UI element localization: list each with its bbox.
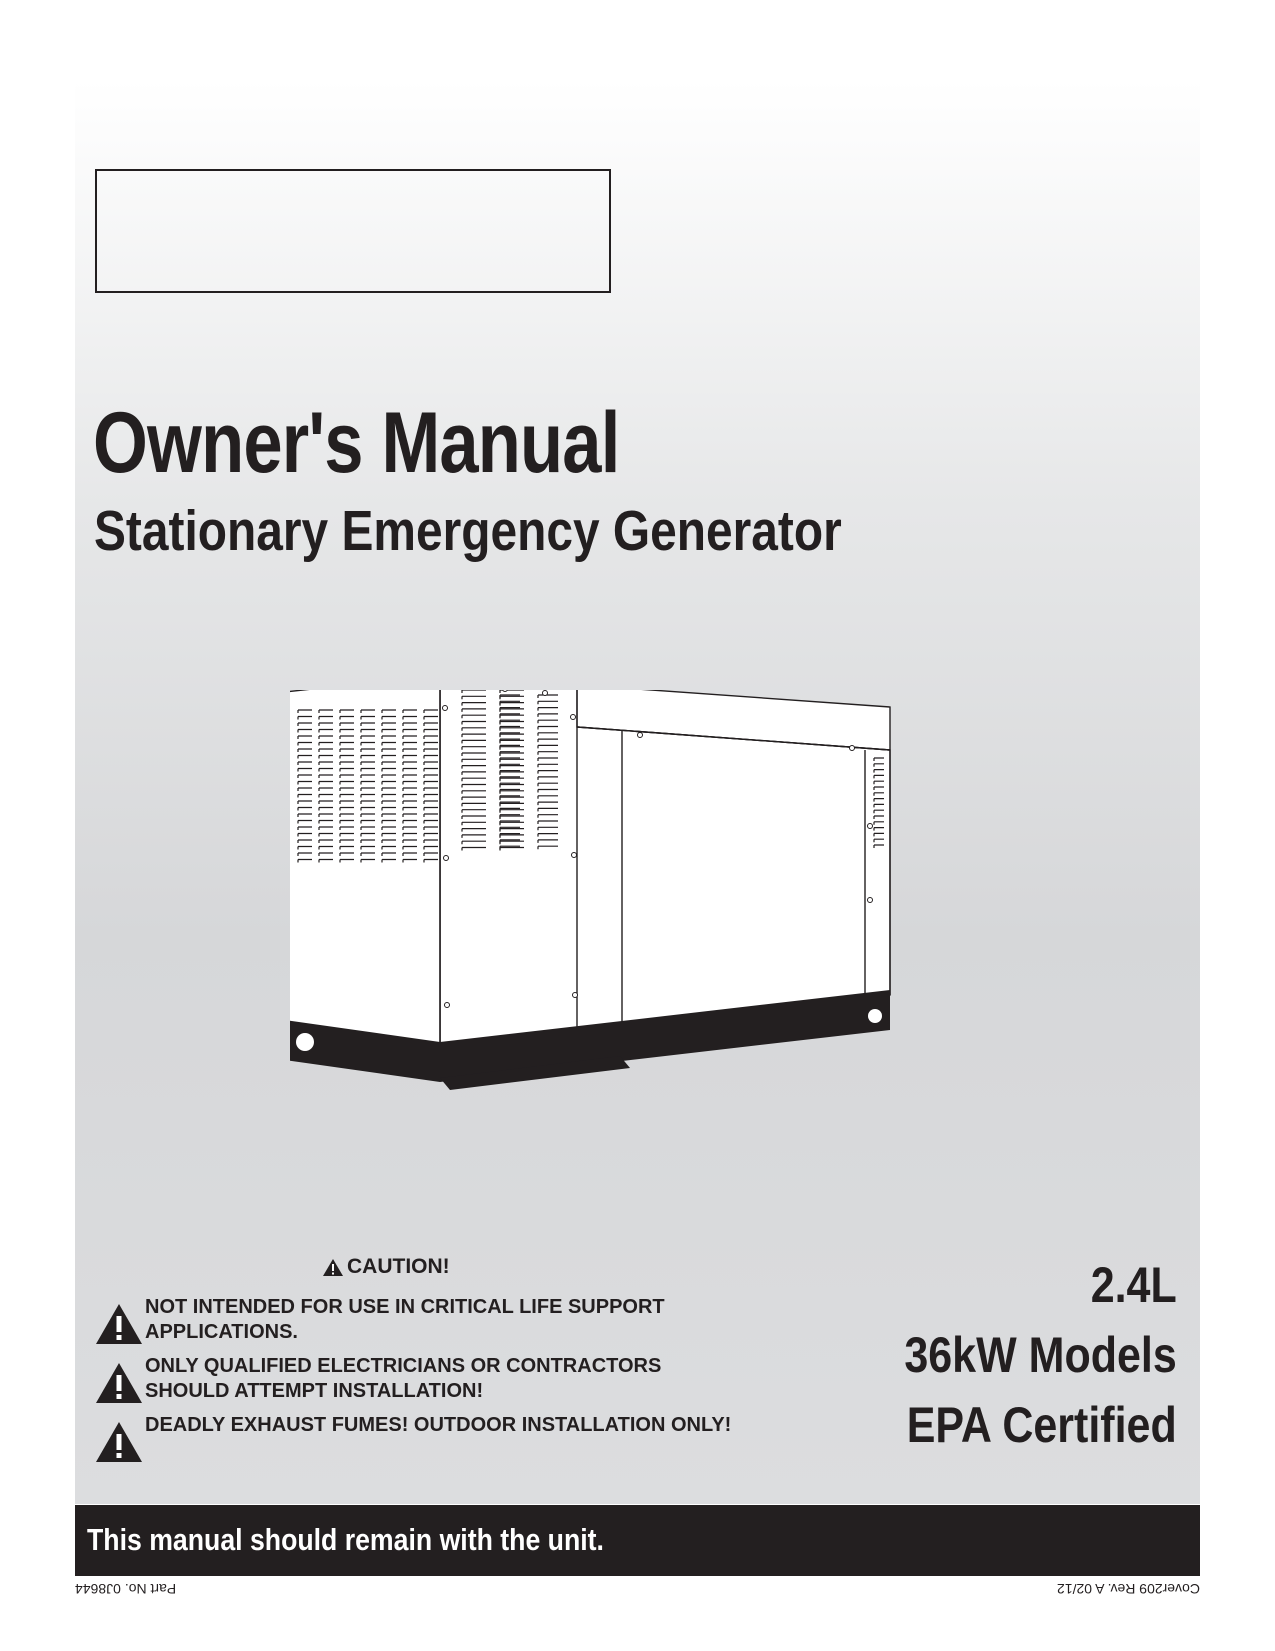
model-info (860, 1250, 1177, 1460)
warning-text: ONLY QUALIFIED ELECTRICIANS OR CONTRACTORS SHOULD ATTEMPT INSTALLATION! (145, 1355, 662, 1402)
footer-bar (75, 1505, 1200, 1576)
engine-size: 2.4L (1090, 1257, 1177, 1313)
revision-code: Cover209 Rev. A 02/12 (1057, 1581, 1200, 1597)
warning-triangle-icon (95, 1303, 143, 1345)
warning-triangle-icon (95, 1421, 143, 1463)
page-title: Owner's Manual (93, 395, 620, 491)
warning-text: NOT INTENDED FOR USE IN CRITICAL LIFE SUPPORT APPLICATIONS. (145, 1296, 665, 1343)
warning-triangle-icon (95, 1362, 143, 1404)
model-rating: 36kW Models (904, 1327, 1177, 1383)
caution-warning-list (95, 1295, 735, 1472)
caution-heading (322, 1255, 450, 1279)
warning-text: DEADLY EXHAUST FUMES! OUTDOOR INSTALLATION ONLY! (145, 1414, 732, 1436)
part-number: Part No. 0J8644 (75, 1581, 177, 1597)
certification: EPA Certified (907, 1397, 1177, 1453)
page-subtitle: Stationary Emergency Generator (94, 499, 842, 563)
warning-item (95, 1413, 735, 1471)
caution-heading-text: CAUTION! (347, 1255, 450, 1278)
warning-triangle-icon (322, 1258, 344, 1277)
model-number-box (95, 169, 611, 293)
footer-note: This manual should remain with the unit. (87, 1522, 604, 1557)
warning-item (95, 1354, 735, 1412)
generator-illustration (290, 690, 950, 1160)
warning-item (95, 1295, 735, 1353)
